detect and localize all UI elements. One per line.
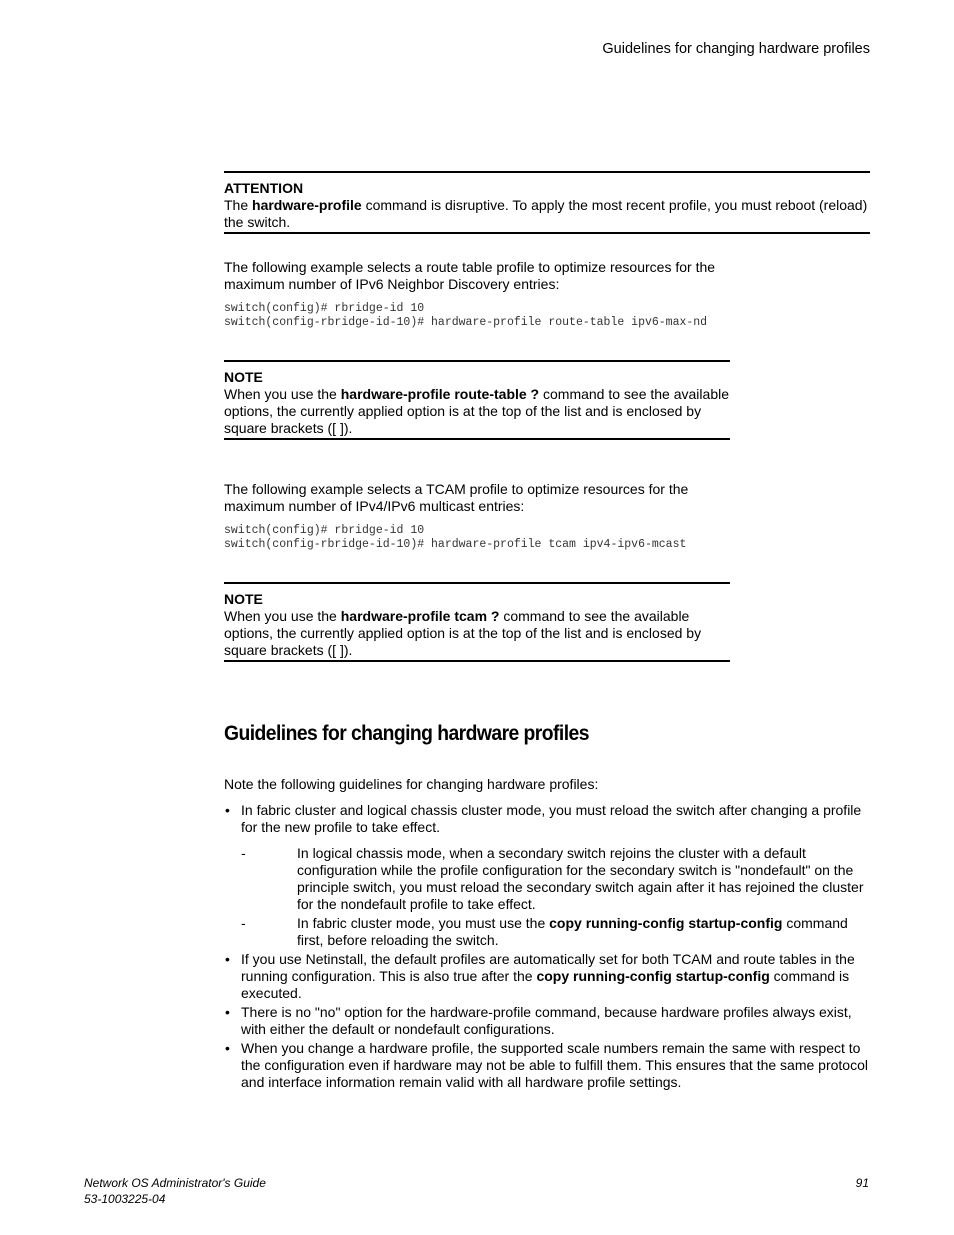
section-intro: Note the following guidelines for changing hardware profiles:	[224, 776, 599, 792]
sub-list-item-command: copy running-config startup-config	[549, 915, 783, 931]
sub-list-item-text-post: command first, before reloading the switch.	[297, 915, 848, 948]
guidelines-list	[224, 802, 870, 1093]
list-item-text: When you change a hardware profile, the supported scale numbers remain the same with respect to the configuration even if hardware may not be able to fulfill them. This ensures that the same protocol and interface information remain valid with all hardware profile settings.	[241, 1040, 868, 1090]
bullet-mark: •	[225, 951, 230, 967]
example1-code: switch(config)# rbridge-id 10 switch(config-rbridge-id-10)# hardware-profile route-table ipv6-max-nd	[224, 302, 708, 329]
note1-text	[224, 386, 730, 437]
footer-page-number: 91	[855, 1176, 869, 1190]
example2-intro: The following example selects a TCAM profile to optimize resources for the maximum number of IPv4/IPv6 multicast entries:	[224, 481, 689, 514]
footer-doc-number: 53-1003225-04	[84, 1192, 166, 1206]
bullet-mark: •	[225, 1004, 230, 1020]
sub-list-item-text: In logical chassis mode, when a secondary switch rejoins the cluster with a default configuration while the profile configuration for the secondary switch is "nondefault" on the principle switch, you must reload the secondary switch again after it has rejoined the cluster for the nondefault profile to take effect.	[297, 845, 864, 912]
note1-text-pre: When you use the	[224, 386, 341, 402]
list-item	[224, 1004, 870, 1038]
example1-intro: The following example selects a route table profile to optimize resources for the maximum number of IPv6 Neighbor Discovery entries:	[224, 259, 716, 292]
example2-code: switch(config)# rbridge-id 10 switch(config-rbridge-id-10)# hardware-profile tcam ipv4-ipv6-mcast	[224, 524, 687, 551]
bullet-mark: •	[225, 1040, 230, 1056]
sub-list-item	[241, 845, 870, 913]
section-heading: Guidelines for changing hardware profiles	[224, 722, 589, 745]
attention-text-pre: The	[224, 197, 253, 213]
list-item	[224, 802, 870, 949]
note1-text-post: command to see the available options, the currently applied option is at the top of the list and is enclosed by square brackets ([ ]).	[224, 386, 729, 436]
list-item-command: copy running-config startup-config	[536, 968, 770, 984]
note2-text-post: command to see the available options, the currently applied option is at the top of the list and is enclosed by square brackets ([ ]).	[224, 608, 702, 658]
attention-command: hardware-profile	[252, 197, 362, 213]
sub-list-item-text-pre: In fabric cluster mode, you must use the	[297, 915, 550, 931]
sub-list	[241, 845, 870, 949]
note1-label: NOTE	[224, 369, 263, 385]
note2-label: NOTE	[224, 591, 263, 607]
footer-guide-title: Network OS Administrator's Guide	[84, 1176, 266, 1190]
note1-command: hardware-profile route-table ?	[340, 386, 540, 402]
running-header: Guidelines for changing hardware profiles	[602, 41, 870, 57]
list-item	[224, 1040, 870, 1091]
note2-text	[224, 608, 730, 659]
attention-label: ATTENTION	[224, 180, 304, 196]
list-item-text: There is no "no" option for the hardware-profile command, because hardware profiles always exist, with either the default or nondefault configurations.	[241, 1004, 852, 1037]
attention-text-post: command is disruptive. To apply the most recent profile, you must reboot (reload) the switch.	[224, 197, 868, 230]
attention-text	[224, 197, 870, 231]
list-item-text: In fabric cluster and logical chassis cluster mode, you must reload the switch after changing a profile for the new profile to take effect.	[241, 802, 862, 835]
bullet-mark: •	[225, 802, 230, 818]
note2-command: hardware-profile tcam ?	[340, 608, 500, 624]
list-item-text-post: command is executed.	[241, 968, 850, 1001]
dash-mark: -	[241, 845, 246, 861]
note1-box	[224, 360, 730, 440]
attention-box	[224, 171, 870, 234]
sub-list-item	[241, 915, 870, 949]
dash-mark: -	[241, 915, 246, 931]
list-item	[224, 951, 870, 1002]
note2-box	[224, 582, 730, 662]
list-item-text-pre: If you use Netinstall, the default profiles are automatically set for both TCAM and route tables in the running configuration. This is also true after the	[241, 951, 855, 984]
note2-text-pre: When you use the	[224, 608, 341, 624]
